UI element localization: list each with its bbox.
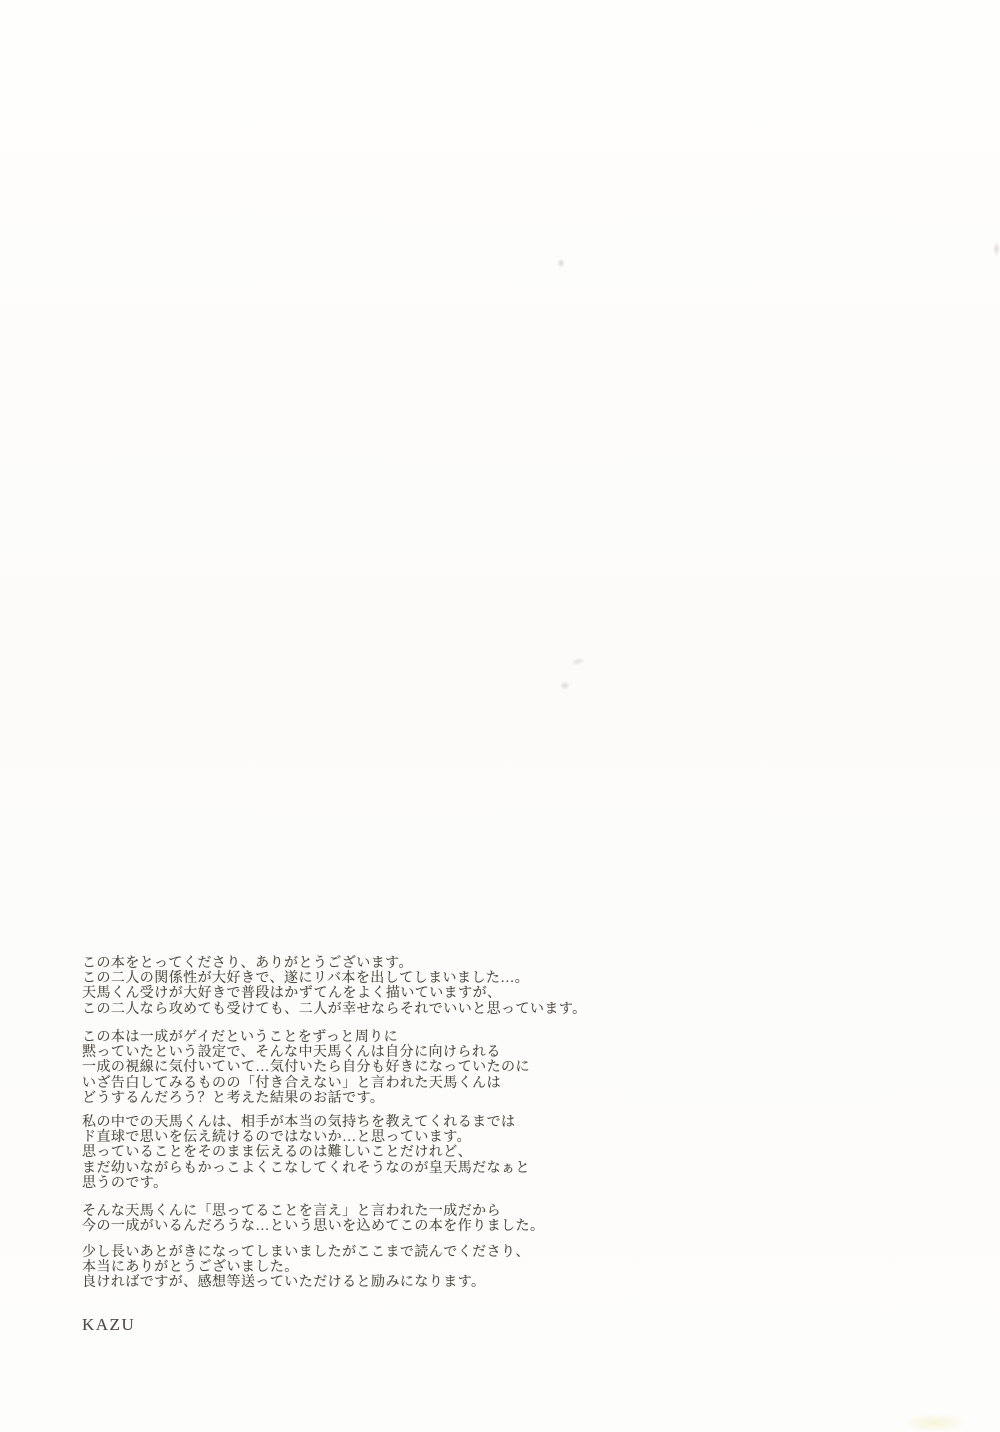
afterword-line: そんな天馬くんに「思ってることを言え」と言われた一成だから (82, 1204, 502, 1219)
afterword-line: 少し長いあとがきになってしまいましたがここまで読んでくださり、 (82, 1245, 530, 1260)
afterword-line: 天馬くん受けが大好きで普段はかずてんをよく描いていますが、 (82, 986, 502, 1002)
afterword-paragraph (82, 1030, 530, 1106)
afterword-line: 私の中での天馬くんは、相手が本当の気持ちを教えてくれるまでは (82, 1115, 516, 1130)
afterword-line: 思っていることをそのまま伝えるのは難しいことだけれど、 (82, 1145, 473, 1161)
afterword-paragraph (82, 1204, 544, 1234)
afterword-line: いざ告白してみるものの「付き合えない」と言われた天馬くんは (82, 1075, 502, 1091)
afterword-paragraph (82, 1245, 530, 1291)
afterword-line: まだ幼いながらもかっこよくこなしてくれそうなのが皇天馬だなぁと (82, 1160, 530, 1176)
afterword-line: 一成の視線に気付いていて…気付いたら自分も好きになっていたのに (82, 1060, 530, 1076)
afterword-line: この二人なら攻めても受けても、二人が幸せならそれでいいと思っています。 (82, 1001, 587, 1017)
afterword-line: 今の一成がいるんだろうな…という思いを込めてこの本を作りました。 (82, 1219, 545, 1235)
afterword-line: この本をとってくださり、ありがとうございます。 (82, 956, 413, 971)
scan-speck (557, 258, 565, 268)
afterword-line: この二人の関係性が大好きで、遂にリバ本を出してしまいました…。 (82, 971, 530, 987)
afterword-line: 良ければですが、感想等送っていただけると励みになります。 (82, 1275, 486, 1291)
afterword-paragraph (82, 1115, 530, 1191)
scan-speck (993, 242, 1000, 256)
afterword-line: 思うのです。 (82, 1175, 168, 1191)
author-signature: KAZU (82, 1315, 136, 1334)
afterword-paragraph (82, 956, 587, 1017)
scan-speck (570, 656, 585, 666)
afterword-line: どうするんだろう？と考えた結果のお話です。 (82, 1090, 385, 1106)
afterword-line: 本当にありがとうございました。 (82, 1260, 299, 1276)
afterword-line: 黙っていたという設定で、そんな中天馬くんは自分に向けられる (82, 1045, 501, 1061)
scan-speck (560, 681, 570, 690)
scan-smudge (905, 1414, 965, 1432)
afterword-line: この本は一成がゲイだということをずっと周りに (82, 1030, 399, 1045)
afterword-line: ド直球で思いを伝え続けるのではないか…と思っています。 (82, 1130, 472, 1146)
